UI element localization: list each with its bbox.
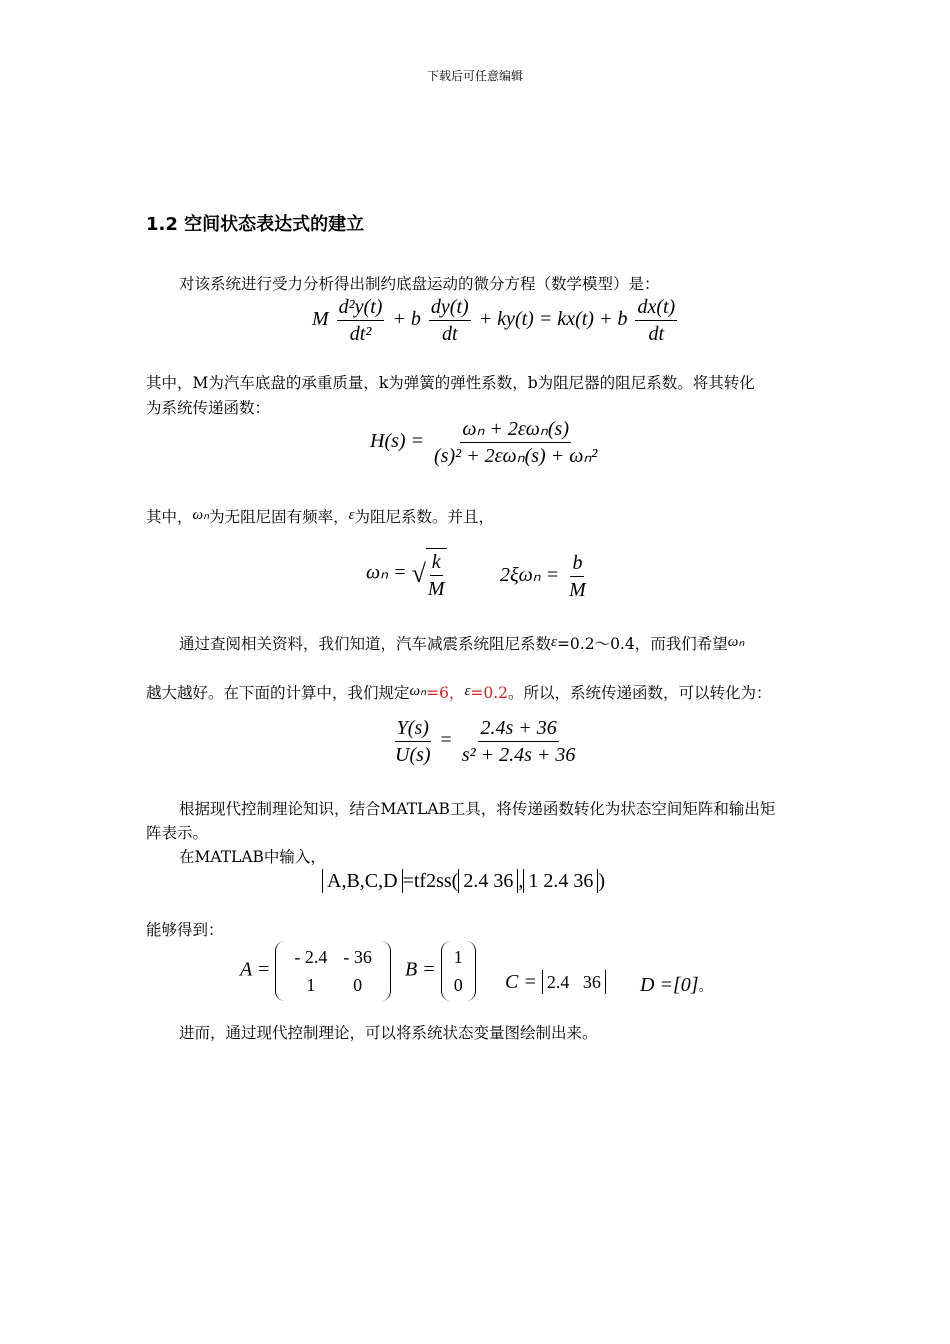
equation-transfer-function [370,418,602,467]
eq1-ky: + ky(t) = kx(t) + b [478,308,628,331]
matrix-A-cell: 0 [353,975,363,995]
eq4-numerator: 2.4s + 36 [478,717,558,742]
eq1-dt2: dt² [349,323,372,345]
matrix-C-block [505,970,606,994]
epsilon-value: =0.2 [470,684,509,702]
eq5-abcd: A,B,C,D [322,869,403,893]
matrix-A-block [240,941,391,1001]
matrix-B-block [405,941,476,1001]
page-header: 下载后可任意编辑 [426,69,523,83]
paragraph-4-line-2 [146,679,772,705]
eq3-M: M [427,578,445,600]
eq1-plus-b: + b [392,308,421,331]
para3-text-3: 为阻尼系数。并且， [354,508,495,526]
eq2-numerator: ωₙ + 2εωₙ(s) [460,418,571,443]
eq2-lhs: H(s) = [370,430,425,453]
matrix-C-label: C = [505,971,537,993]
paragraph-7: 能够得到： [146,921,224,939]
matrix-end-mark: 。 [698,980,713,995]
para4-text-3: 越大越好。在下面的计算中，我们规定 [146,684,410,702]
eq4-denominator: s² + 2.4s + 36 [461,744,576,766]
eq2-denominator: (s)² + 2εωₙ(s) + ωₙ² [434,445,598,467]
matrix-A-cell: 1 [306,975,316,995]
epsilon-symbol-2: ε [551,634,557,650]
eq5-function: =tf2ss( [402,870,459,892]
omega-symbol: ωₙ [192,507,210,523]
eq1-dt-b: dt [648,323,665,345]
matrix-B-label: B = [405,958,436,981]
eq1-M: M [312,308,329,331]
eq4-U: U(s) [395,744,431,766]
eq4-Y: Y(s) [395,717,431,742]
omega-symbol-3: ωₙ [409,683,427,699]
eq1-dt: dt [442,323,458,345]
sqrt-symbol: √ [411,559,426,588]
paragraph-4-line-1 [179,630,744,656]
matrix-A-label: A = [240,958,271,981]
eq5-comma: , [518,870,524,892]
omega-symbol-2: ωₙ [727,634,745,650]
paragraph-1: 对该系统进行受力分析得出制约底盘运动的微分方程（数学模型）是： [179,275,660,293]
eq1-d2y: d²y(t) [337,296,385,321]
matrix-C: 2.4 36 [542,970,606,994]
para3-text-1: 其中， [146,508,193,526]
paragraph-5-line-2: 阵表示。 [146,824,209,842]
eq1-dy: dy(t) [429,296,471,321]
paragraph-8: 进而，通过现代控制理论，可以将系统状态变量图绘制出来。 [179,1024,598,1042]
matrix-B-cell: 1 [453,947,463,967]
eq3-b: b [570,552,584,577]
eq1-dx: dx(t) [635,296,677,321]
eq3-k: k [430,551,443,576]
eq5-close: ) [598,870,605,892]
matrix-D-block [640,974,713,997]
eq3-lhs2: 2ξωₙ = [500,564,560,587]
matrix-B [441,941,476,1001]
matrix-A-cell: - 2.4 [294,947,328,967]
paragraph-2-line-1: 其中，M为汽车底盘的承重质量，k为弹簧的弹性系数，b为阻尼器的阻尼系数。将其转化 [146,374,755,392]
epsilon-symbol-3: ε [464,683,471,699]
paragraph-3 [146,503,494,529]
equation-damping [500,552,591,601]
equation-natural-frequency [366,548,450,600]
paragraph-5-line-1: 根据现代控制理论知识，结合MATLAB工具，将传递函数转化为状态空间矩阵和输出矩 [179,800,776,818]
paragraph-2-line-2: 为系统传递函数： [146,399,271,417]
para3-text-2: 为无阻尼固有频率， [209,508,349,526]
equation-differential [312,296,680,345]
para4-text-1: 通过查阅相关资料，我们知道，汽车减震系统阻尼系数 [179,635,552,653]
matrix-A-cell: - 36 [343,947,372,967]
matrix-A [275,941,391,1001]
eq4-equals: = [440,729,452,752]
section-title: 1.2 空间状态表达式的建立 [146,214,365,235]
equation-matlab-command [322,869,605,893]
matrix-B-cell: 0 [453,975,463,995]
omega-value: =6， [426,684,465,702]
para4-text-4: 。所以，系统传递函数，可以转化为： [508,684,772,702]
eq5-numerator-array: 2.4 36 [458,869,518,893]
epsilon-symbol: ε [348,507,355,523]
para4-text-2: =0.2～0.4，而我们希望 [556,635,728,653]
equation-system-transfer [390,717,580,766]
paragraph-6: 在MATLAB中输入， [179,848,326,866]
eq5-denominator-array: 1 2.4 36 [523,869,598,893]
matrix-D-label: D =[0] [640,974,699,996]
eq3-lhs: ωₙ = [366,561,407,584]
eq3-M2: M [569,579,586,601]
